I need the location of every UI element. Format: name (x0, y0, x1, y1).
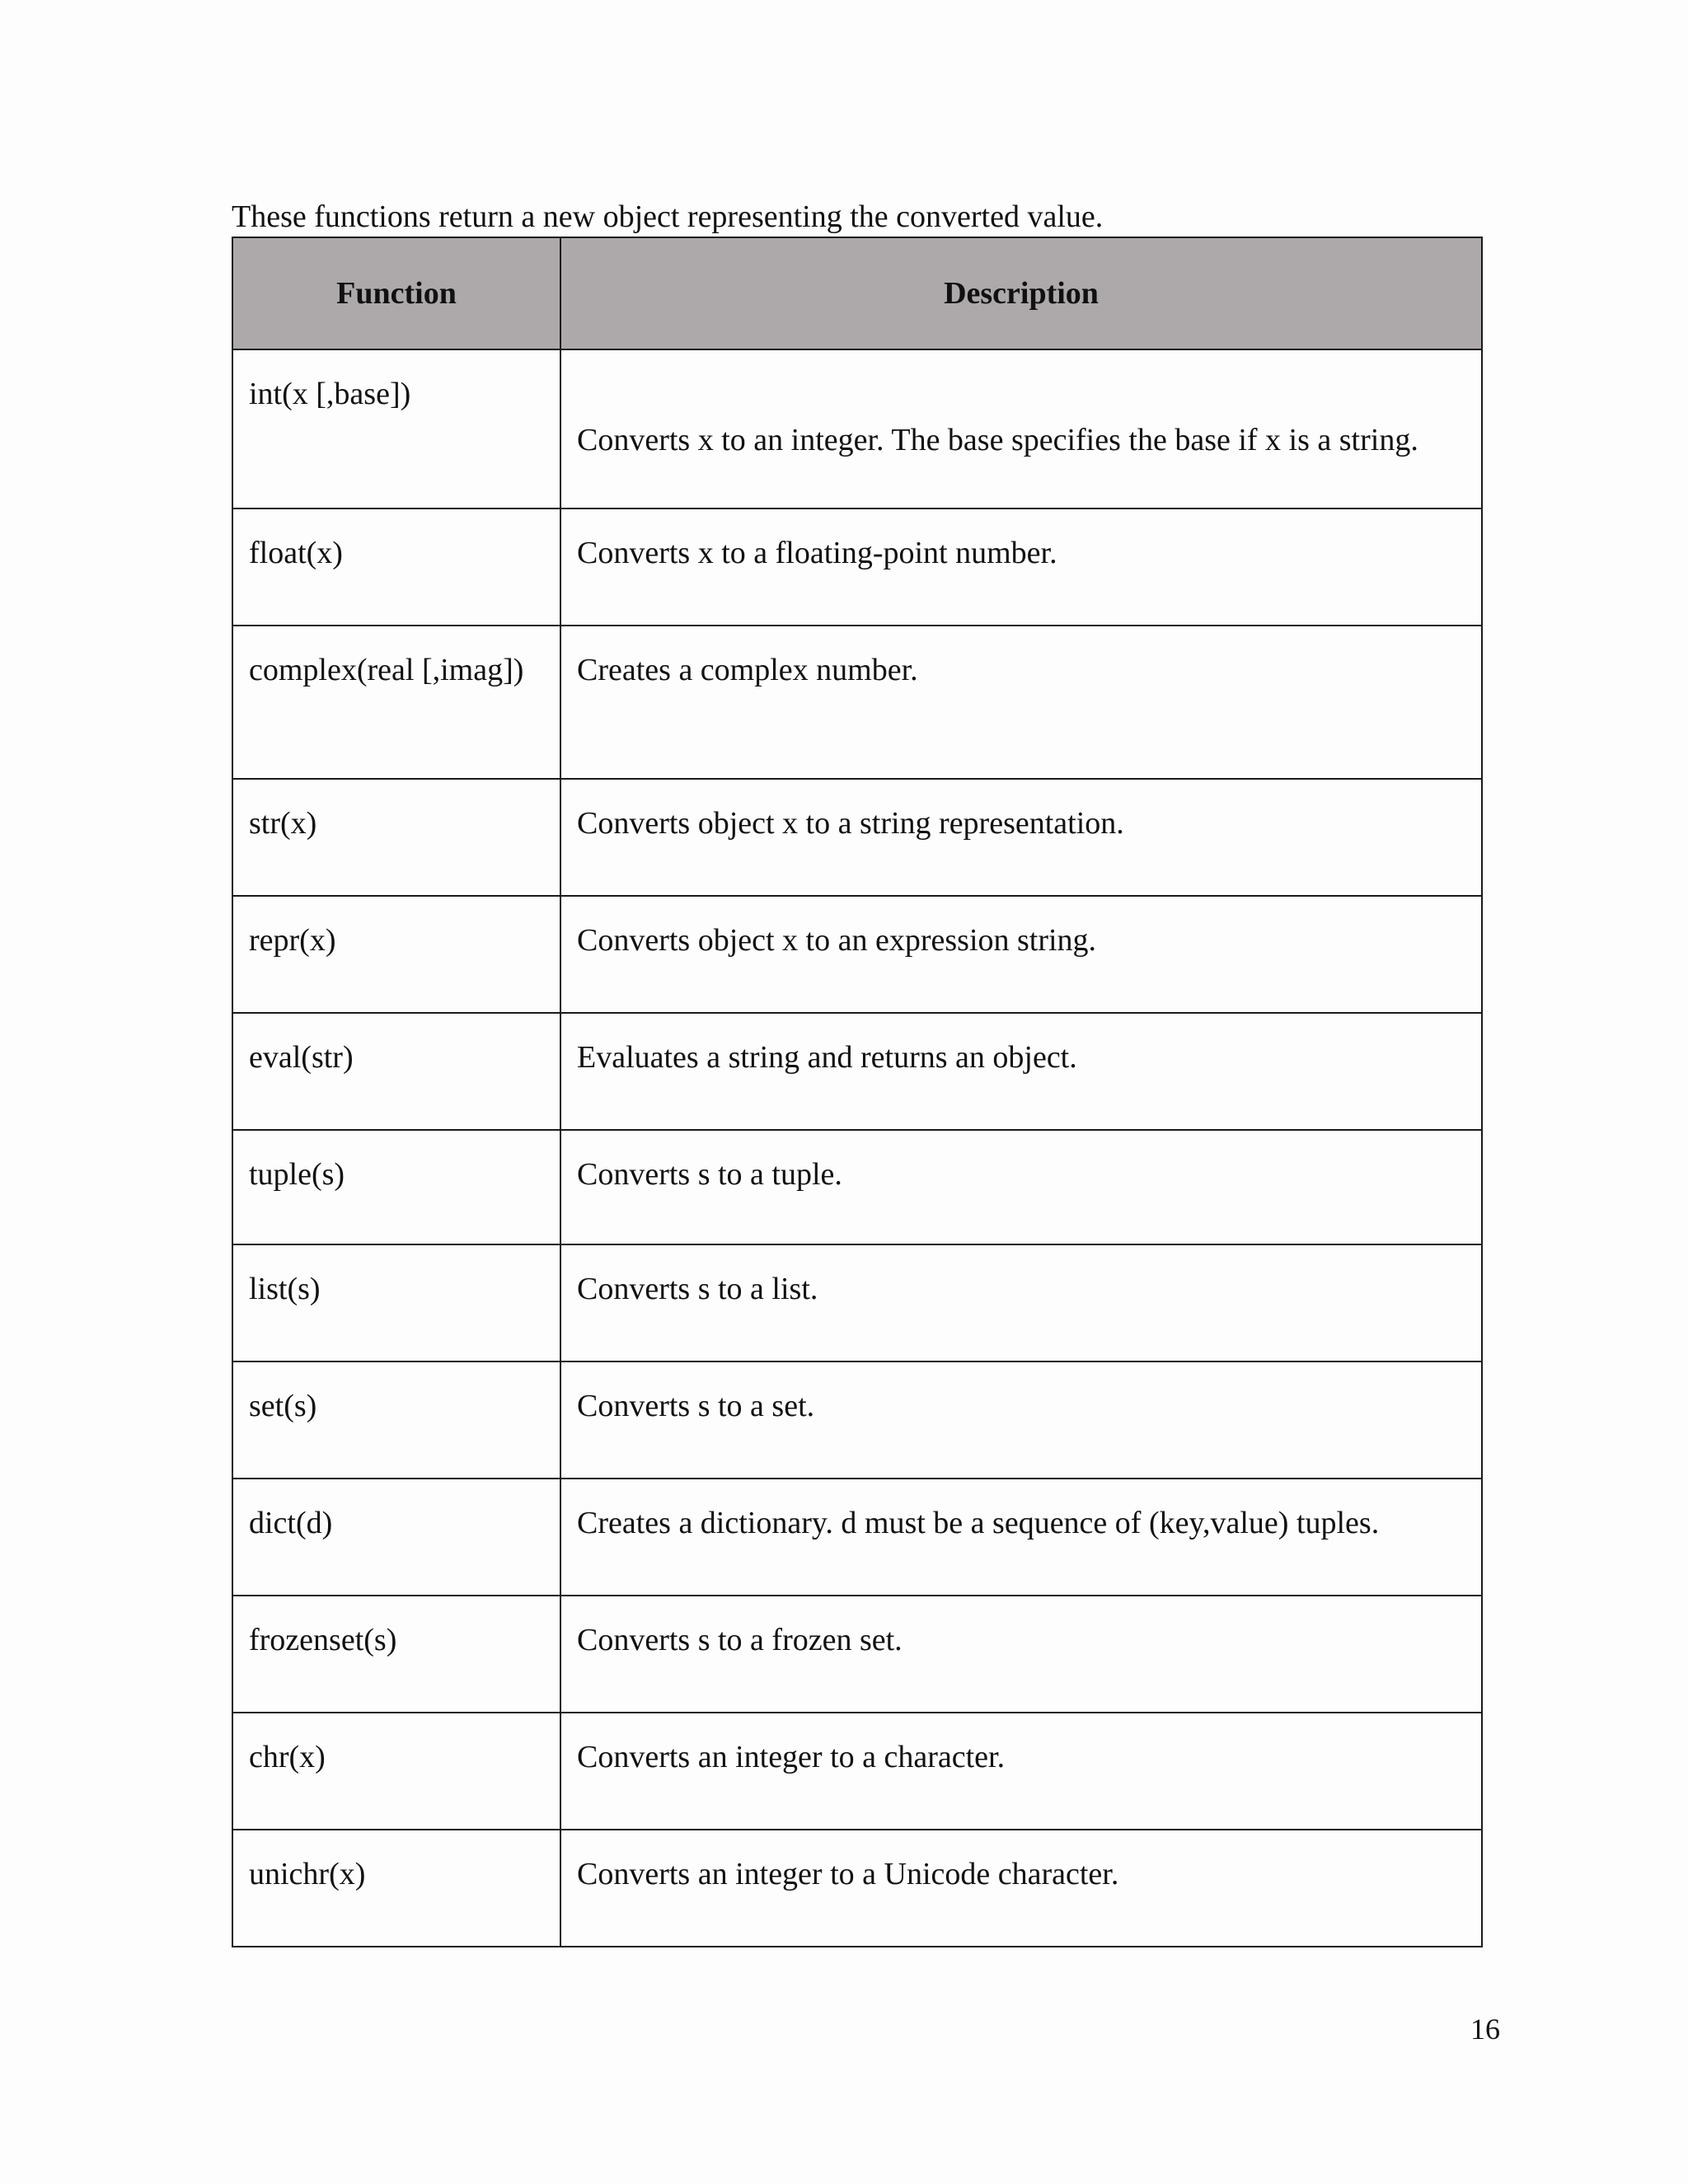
function-name: complex(real [,imag]) (249, 653, 524, 687)
function-description: Converts x to an integer. The base specifies the base if x is a string. (577, 423, 1418, 457)
function-name: tuple(s) (249, 1157, 345, 1192)
function-cell (232, 779, 560, 896)
table-row (232, 1713, 1482, 1830)
table-row (232, 1361, 1482, 1479)
function-cell (232, 1830, 560, 1947)
function-cell (232, 626, 560, 779)
table-header-row (232, 237, 1482, 349)
table-row (232, 1244, 1482, 1361)
description-cell (560, 1479, 1482, 1596)
function-description: Converts s to a list. (577, 1272, 818, 1306)
description-cell (560, 626, 1482, 779)
function-description: Creates a complex number. (577, 653, 918, 687)
description-cell (560, 1013, 1482, 1130)
table-row (232, 349, 1482, 509)
table-row (232, 779, 1482, 896)
function-description: Converts s to a tuple. (577, 1157, 842, 1192)
function-name: repr(x) (249, 923, 336, 958)
description-cell (560, 1830, 1482, 1947)
page-number: 16 (1470, 2013, 1500, 2046)
function-cell (232, 509, 560, 626)
function-description: Creates a dictionary. d must be a sequence of (key,value) tuples. (577, 1506, 1380, 1540)
function-name: dict(d) (249, 1506, 333, 1540)
table-row (232, 1830, 1482, 1947)
function-cell (232, 1713, 560, 1830)
function-description: Converts object x to an expression string. (577, 923, 1097, 958)
function-name: set(s) (249, 1389, 317, 1423)
function-cell (232, 1013, 560, 1130)
intro-text: These functions return a new object representing the converted value. (232, 199, 1104, 234)
description-cell (560, 1596, 1482, 1713)
function-cell (232, 1130, 560, 1244)
table-row (232, 1596, 1482, 1713)
function-name: list(s) (249, 1272, 321, 1306)
description-cell (560, 1244, 1482, 1361)
function-name: chr(x) (249, 1740, 326, 1774)
description-cell (560, 896, 1482, 1013)
function-name: float(x) (249, 536, 343, 570)
function-name: unichr(x) (249, 1857, 366, 1891)
function-description: Converts x to a floating-point number. (577, 536, 1057, 570)
table-row (232, 1479, 1482, 1596)
function-name: frozenset(s) (249, 1623, 397, 1657)
function-name: eval(str) (249, 1040, 354, 1075)
function-cell (232, 896, 560, 1013)
table-row (232, 509, 1482, 626)
table-row (232, 626, 1482, 779)
table-row (232, 1130, 1482, 1244)
table-row (232, 1013, 1482, 1130)
function-cell (232, 1479, 560, 1596)
function-cell (232, 1244, 560, 1361)
table-row (232, 896, 1482, 1013)
description-cell (560, 779, 1482, 896)
conversion-functions-table (232, 237, 1483, 1947)
function-cell (232, 1596, 560, 1713)
function-description: Converts object x to a string representation. (577, 806, 1124, 841)
function-description: Evaluates a string and returns an object. (577, 1040, 1077, 1075)
function-name: int(x [,base]) (249, 377, 411, 411)
description-column-header: Description (560, 237, 1482, 349)
function-description: Converts s to a frozen set. (577, 1623, 903, 1657)
description-cell (560, 1130, 1482, 1244)
function-name: str(x) (249, 806, 317, 841)
function-description: Converts s to a set. (577, 1389, 815, 1423)
function-cell (232, 1361, 560, 1479)
function-description: Converts an integer to a character. (577, 1740, 1006, 1774)
function-description: Converts an integer to a Unicode character. (577, 1857, 1119, 1891)
description-cell (560, 349, 1482, 509)
function-column-header: Function (232, 237, 560, 349)
function-cell (232, 349, 560, 509)
description-cell (560, 1361, 1482, 1479)
description-cell (560, 1713, 1482, 1830)
description-cell (560, 509, 1482, 626)
